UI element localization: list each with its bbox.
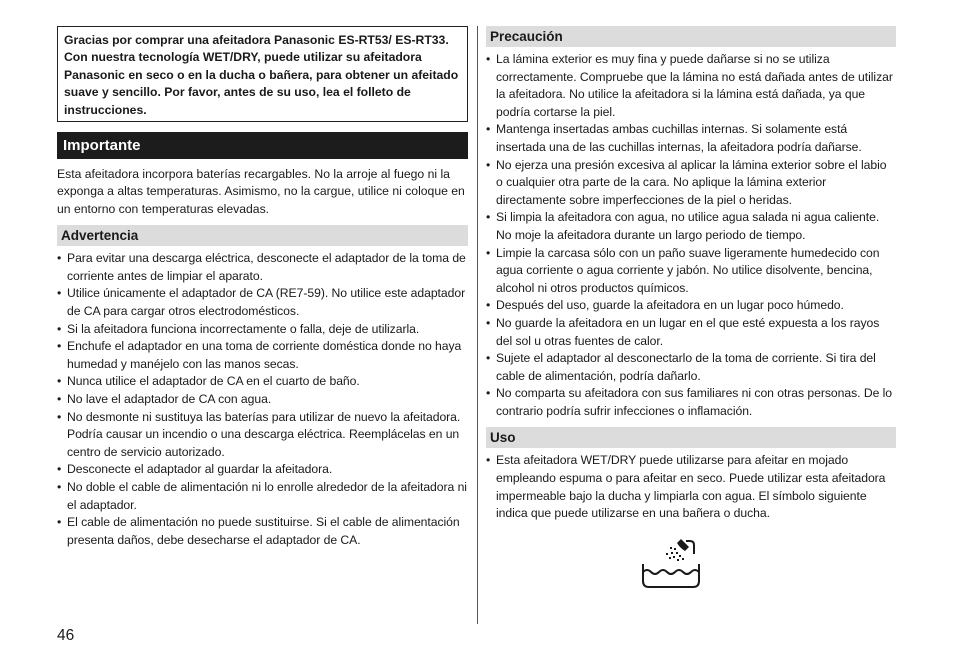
list-item: • Utilice únicamente el adaptador de CA (RE7-59). No utilice este adaptador de CA para cargar otros electrodomésticos. [57,286,466,318]
precaucion-list [486,51,896,420]
list-item: • No doble el cable de alimentación ni lo enrolle alrededor de la afeitadora ni el adaptador. [57,479,467,512]
left-column [57,26,468,549]
right-column [486,26,896,523]
list-item: • Nunca utilice el adaptador de CA en el cuarto de baño. [57,374,360,389]
list-item: • No comparta su afeitadora con sus familiares ni con otras personas. De lo contrario podría sufrir infecciones o inflamación. [486,386,893,418]
advertencia-heading: Advertencia [57,225,468,246]
shower-bath-icon [640,536,702,590]
list-item: • Enchufe el adaptador en una toma de corriente doméstica donde no haya humedad y manéjelo con las manos secas. [57,339,462,371]
page-number: 46 [57,627,75,644]
column-divider [477,26,478,624]
uso-heading: Uso [486,427,896,448]
importante-text: Esta afeitadora incorpora baterías recargables. No la arroje al fuego ni la exponga a altas temperaturas. Asimismo, no la cargue, utilice ni coloque en un entorno con temperaturas elevadas. [57,167,465,216]
list-item: • Sujete el adaptador al desconectarlo de la toma de corriente. Si tira del cable de alimentación, podría dañarlo. [486,351,876,383]
list-item: • Esta afeitadora WET/DRY puede utilizarse para afeitar en mojado empleando espuma o para afeitar en seco. Puede utilizar esta afeitadora impermeable bajo la ducha y limpiarla con agua. El símbolo siguiente indica que puede utilizarse en una bañera o ducha. [486,453,886,521]
list-item: • Limpie la carcasa sólo con un paño suave ligeramente humedecido con agua corriente o agua corriente y jabón. No utilice disolvente, bencina, alcohol ni otros productos químicos. [486,245,880,295]
list-item: • Si la afeitadora funciona incorrectamente o falla, deje de utilizarla. [57,321,420,336]
list-item: • Para evitar una descarga eléctrica, desconecte el adaptador de la toma de corriente antes de limpiar el aparato. [57,251,466,283]
list-item: • No ejerza una presión excesiva al aplicar la lámina exterior sobre el labio o cualquier otra parte de la cara. No aplique la lámina exterior directamente sobre imperfecciones de la piel o heridas. [486,157,887,207]
list-item: • No lave el adaptador de CA con agua. [57,391,272,406]
advertencia-list [57,250,468,549]
intro-box: Gracias por comprar una afeitadora Panasonic ES-RT53/ ES-RT33. Con nuestra tecnología WET/DRY, puede utilizar su afeitadora Panasonic en seco o en la ducha o bañera, para obtener un afeitado suave y sencillo. Por favor, antes de su uso, lea el folleto de instrucciones. [57,26,468,122]
list-item: • No guarde la afeitadora en un lugar en el que esté expuesta a los rayos del sol u otras fuentes de calor. [486,315,880,348]
precaucion-heading: Precaución [486,26,896,47]
list-item: • Si limpia la afeitadora con agua, no utilice agua salada ni agua caliente. No moje la afeitadora durante un largo periodo de tiempo. [486,210,880,242]
list-item: • Mantenga insertadas ambas cuchillas internas. Si solamente está insertada una de las cuchillas internas, la afeitadora podría dañarse. [486,122,862,154]
list-item: • Después del uso, guarde la afeitadora en un lugar poco húmedo. [486,298,844,313]
list-item: • Desconecte el adaptador al guardar la afeitadora. [57,462,333,477]
list-item: • La lámina exterior es muy fina y puede dañarse si no se utiliza correctamente. Compruebe que la lámina no está dañada antes de utilizar la afeitadora. No utilice la afeitadora si la lámina está dañada, ya que podría cortarse la piel. [486,52,893,119]
uso-list [486,452,896,522]
importante-heading: Importante [57,132,468,159]
list-item: • El cable de alimentación no puede sustituirse. Si el cable de alimentación presenta daños, debe desecharse el adaptador de CA. [57,515,460,547]
list-item: • No desmonte ni sustituya las baterías para utilizar de nuevo la afeitadora. Podría causar un incendio o una descarga eléctrica. Reemplácelas en un centro de servicio autorizado. [57,409,461,459]
